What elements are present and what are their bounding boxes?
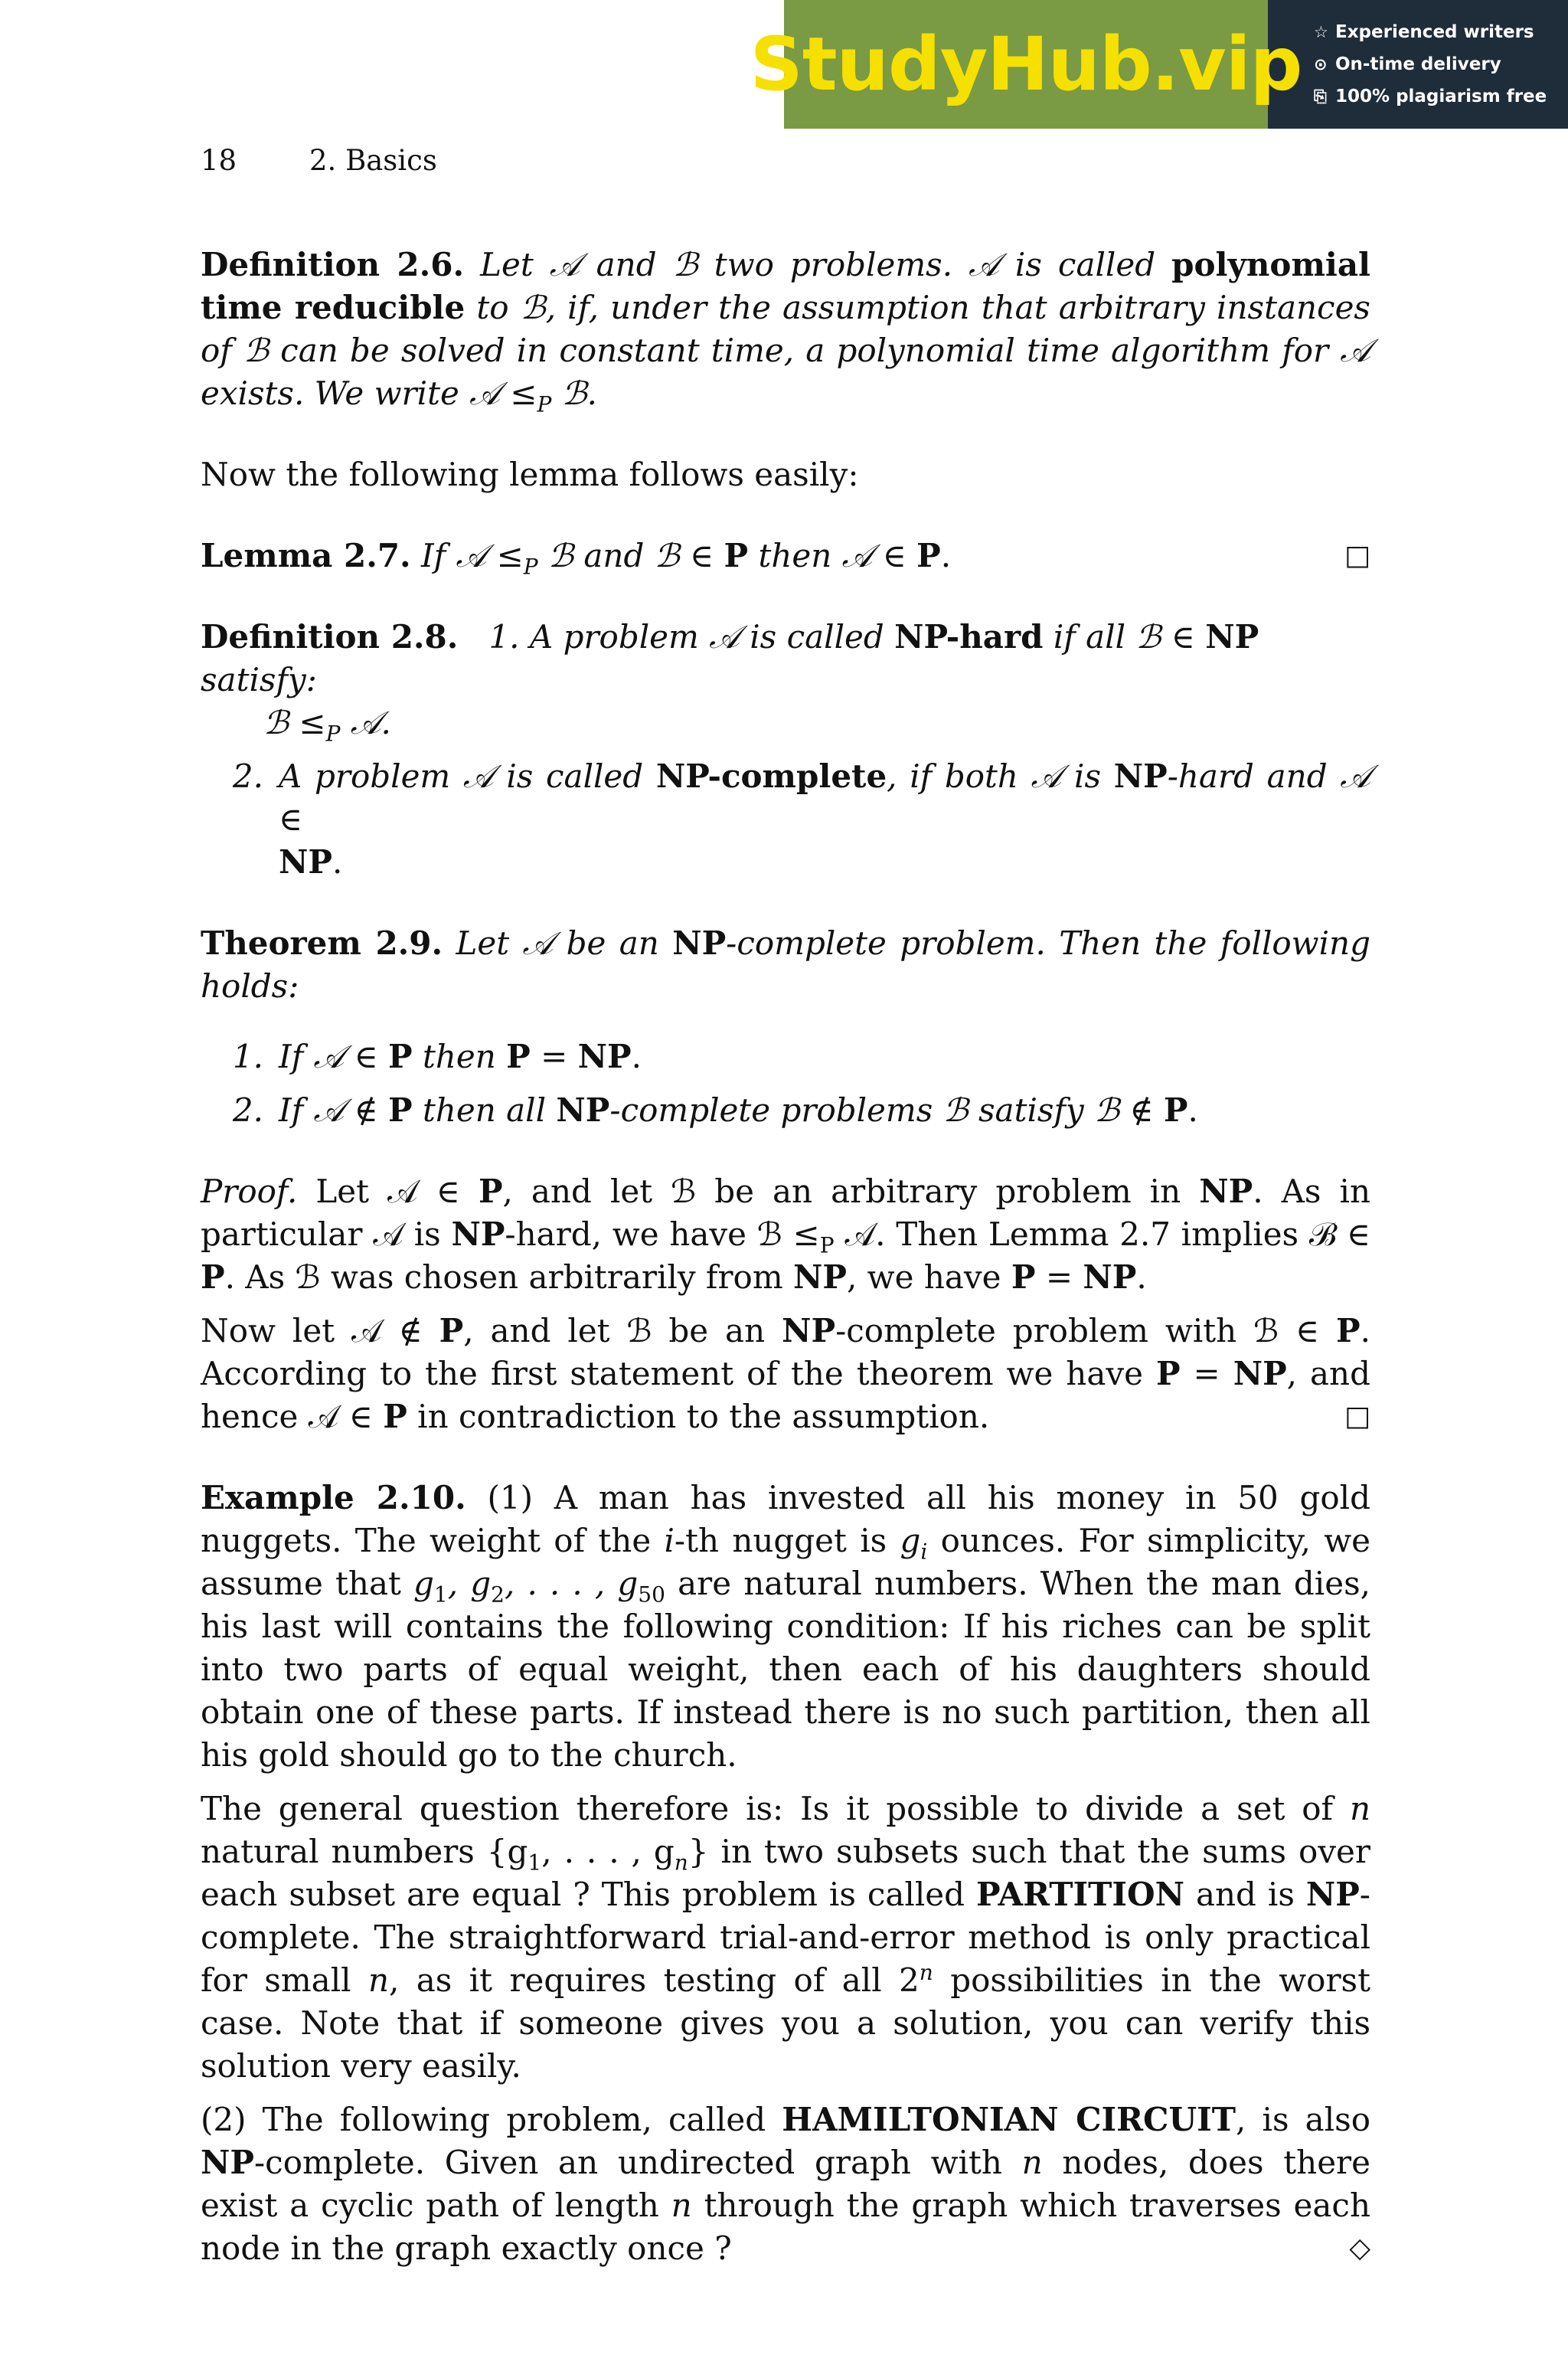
term-polynomial-time-reducible: polynomial time reducible (201, 246, 1371, 326)
end-of-example-symbol: ◇ (1349, 2232, 1370, 2264)
definition-2-6: Definition 2.6. Let 𝒜 and ℬ two problems. 𝒜 is called polynomial time reducible to ℬ, if, under the assumption that arbitrary instances of ℬ can be solved in constant time, a polynomial time algorithm for 𝒜 exists. We write 𝒜 $\le_P$ ℬ. (201, 246, 1371, 417)
feature-list (1268, 0, 1568, 129)
definition-heading: Definition 2.6. (201, 246, 465, 283)
example-2-10: Example 2.10. (1) A man has invested all his money in 50 gold nuggets. The weight of the i-th nugget is $g_i$ ounces. For simplicity, we assume that $g_1$, $g_2$, . . . , $g_{50}$ are natural numbers. When the man dies, his last will contains the following condition: If his riches can be split into two parts of equal weight, then each of his daughters should obtain one of these parts. If instead there is no such partition, then all his gold should go to the church. (201, 1479, 1371, 1774)
page-number: 18 (201, 144, 237, 177)
term-hamiltonian-circuit: HAMILTONIAN CIRCUIT (782, 2101, 1236, 2138)
proof-paragraph: Proof. Let 𝒜 ∈ P, and let ℬ be an arbitrary problem in NP. As in particular 𝒜 is NP-hard, we have ℬ $\le_P$ 𝒜. Then Lemma 2.7 implies ℬ ∈ P. As ℬ was chosen arbitrarily from NP, we have P = NP. (201, 1173, 1371, 1296)
clock-icon: ⊙ (1314, 55, 1328, 74)
theorem-list (201, 1035, 1370, 1132)
brand-name: StudyHub.vip (750, 21, 1302, 107)
list-item: 2. A problem 𝒜 is called NP-complete, if both 𝒜 is NP-hard and 𝒜 ∈ NP. (232, 757, 1370, 881)
feature-row (1314, 16, 1568, 48)
lemma-heading: Lemma 2.7. (201, 537, 411, 574)
proof-paragraph: Now let 𝒜 ∉ P, and let ℬ be an NP-complete problem with ℬ ∈ P. According to the first statement of the theorem we have P = NP, and hence 𝒜 ∈ P in contradiction to the assumption. □ (201, 1310, 1370, 1438)
feature-row (1314, 48, 1568, 80)
qed-symbol: □ (1344, 1401, 1370, 1432)
definition-heading: Definition 2.8. (201, 618, 459, 656)
brand-logo[interactable] (750, 0, 1302, 129)
proof-label: Proof. (201, 1173, 298, 1210)
qed-symbol: □ (1344, 540, 1370, 571)
theorem-heading: Theorem 2.9. (201, 924, 443, 962)
copy-icon: ⎘ (1314, 87, 1327, 106)
lemma-intro: Now the following lemma follows easily: (201, 456, 859, 493)
theorem-2-9: Theorem 2.9. Let 𝒜 be an NP-complete problem. Then the following holds: (201, 924, 1370, 1005)
definition-2-8 (201, 616, 1370, 884)
feature-label: 100% plagiarism free (1335, 87, 1547, 106)
term-np-complete: NP-complete (655, 757, 887, 795)
lemma-2-7: Lemma 2.7. If 𝒜 $\le_P$ ℬ and ℬ ∈ P then 𝒜 ∈ P. □ (201, 535, 1370, 577)
feature-row (1314, 80, 1568, 113)
list-item: 2. If 𝒜 ∉ P then all NP-complete problems ℬ satisfy ℬ ∉ P. (232, 1091, 1198, 1129)
list-item: 1. If 𝒜 ∈ P then P = NP. (232, 1038, 642, 1075)
ad-banner[interactable] (750, 0, 1568, 129)
list-item: Definition 2.8. 1. A problem 𝒜 is called NP-hard if all ℬ ∈ NP satisfy: ℬ $\le_P$ 𝒜. (201, 618, 1259, 747)
chapter-title: 2. Basics (309, 144, 437, 177)
feature-label: Experienced writers (1335, 22, 1534, 42)
example-paragraph: (2) The following problem, called HAMILTONIAN CIRCUIT, is also NP-complete. Given an undirected graph with n nodes, does there exist a cyclic path of length n through the graph which traverses each node in the graph exactly once ? ◇ (201, 2098, 1370, 2270)
page-body (201, 244, 1370, 2270)
running-header (201, 144, 437, 177)
term-np-hard: NP-hard (894, 618, 1044, 656)
example-paragraph: The general question therefore is: Is it possible to divide a set of n natural numbers {$g_1$, . . . , $g_n$} in two subsets such that the sums over each subset are equal ? This problem is called PARTITION and is NP-complete. The straightforward trial-and-error method is only practical for small n, as it requires testing of all 2$^n$ possibilities in the worst case. Note that if someone gives you a solution, you can verify this solution very easily. (201, 1790, 1370, 2085)
star-icon: ☆ (1314, 23, 1328, 41)
example-heading: Example 2.10. (201, 1479, 466, 1516)
feature-label: On-time delivery (1335, 54, 1501, 74)
term-partition: PARTITION (975, 1876, 1185, 1913)
